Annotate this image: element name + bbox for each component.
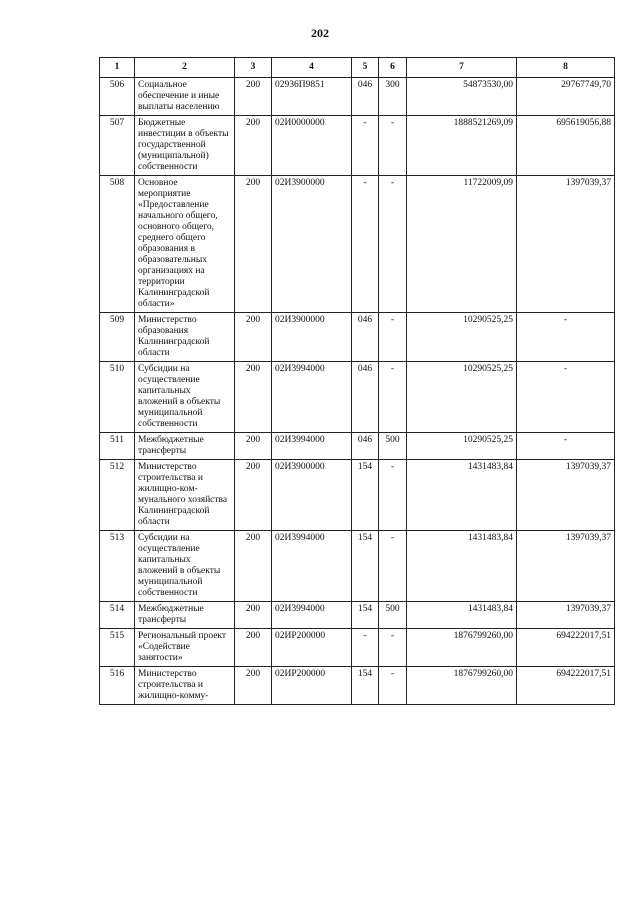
- table-row: [100, 362, 615, 433]
- row-ministry-code: 154: [352, 667, 379, 705]
- row-code: 200: [235, 531, 272, 602]
- row-expense-type: -: [379, 176, 407, 313]
- row-ministry-code: 154: [352, 460, 379, 531]
- row-target-article: 02ИР200000: [272, 667, 352, 705]
- row-amount-2: -: [517, 362, 615, 433]
- row-description: Министерство строительства и жилищно-комму-: [135, 667, 235, 705]
- row-amount-1: 10290525,25: [407, 433, 517, 460]
- table-row: [100, 460, 615, 531]
- row-ministry-code: 154: [352, 602, 379, 629]
- table-row: [100, 116, 615, 176]
- table-row: [100, 667, 615, 705]
- row-amount-2: 695619056,88: [517, 116, 615, 176]
- row-code: 200: [235, 116, 272, 176]
- row-number: 511: [100, 433, 135, 460]
- row-target-article: 02И3994000: [272, 602, 352, 629]
- row-number: 514: [100, 602, 135, 629]
- row-amount-2: 1397039,37: [517, 176, 615, 313]
- row-description: Бюджетные инвестиции в объекты государственной (муниципальной) собственности: [135, 116, 235, 176]
- column-header-2: 2: [135, 58, 235, 78]
- row-code: 200: [235, 667, 272, 705]
- row-amount-1: 1431483,84: [407, 531, 517, 602]
- table-row: [100, 433, 615, 460]
- row-ministry-code: -: [352, 116, 379, 176]
- column-header-8: 8: [517, 58, 615, 78]
- row-amount-1: 1876799260,00: [407, 629, 517, 667]
- row-description: Субсидии на осуществление капитальных вложений в объекты муниципальной собственности: [135, 531, 235, 602]
- row-number: 509: [100, 313, 135, 362]
- row-number: 512: [100, 460, 135, 531]
- row-code: 200: [235, 78, 272, 116]
- row-target-article: 02И3994000: [272, 531, 352, 602]
- table-row: [100, 78, 615, 116]
- budget-table: [99, 57, 615, 705]
- row-target-article: 02И3994000: [272, 362, 352, 433]
- row-code: 200: [235, 629, 272, 667]
- row-description: Межбюджетные трансферты: [135, 433, 235, 460]
- row-expense-type: -: [379, 460, 407, 531]
- row-amount-2: -: [517, 433, 615, 460]
- column-header-5: 5: [352, 58, 379, 78]
- table-row: [100, 602, 615, 629]
- row-amount-2: 1397039,37: [517, 602, 615, 629]
- table-row: [100, 531, 615, 602]
- row-expense-type: -: [379, 629, 407, 667]
- row-code: 200: [235, 362, 272, 433]
- row-amount-2: 694222017,51: [517, 667, 615, 705]
- row-ministry-code: 154: [352, 531, 379, 602]
- row-target-article: 02И3900000: [272, 313, 352, 362]
- row-amount-1: 1431483,84: [407, 460, 517, 531]
- row-target-article: 02И3994000: [272, 433, 352, 460]
- row-number: 510: [100, 362, 135, 433]
- row-number: 506: [100, 78, 135, 116]
- row-amount-1: 1876799260,00: [407, 667, 517, 705]
- table-row: [100, 629, 615, 667]
- row-code: 200: [235, 176, 272, 313]
- row-ministry-code: -: [352, 629, 379, 667]
- column-header-6: 6: [379, 58, 407, 78]
- row-description: Основное мероприятие «Предоставление начального общего, основного общего, среднего общего образования в образовательных организациях на территории Калининградской области»: [135, 176, 235, 313]
- row-code: 200: [235, 602, 272, 629]
- row-target-article: 02ИР200000: [272, 629, 352, 667]
- row-amount-1: 11722009,09: [407, 176, 517, 313]
- row-amount-1: 1431483,84: [407, 602, 517, 629]
- row-ministry-code: 046: [352, 313, 379, 362]
- row-expense-type: -: [379, 362, 407, 433]
- row-description: Субсидии на осуществление капитальных вложений в объекты муниципальной собственности: [135, 362, 235, 433]
- row-description: Министерство образования Калининградской области: [135, 313, 235, 362]
- row-amount-1: 1888521269,09: [407, 116, 517, 176]
- row-target-article: 02936П9851: [272, 78, 352, 116]
- row-amount-1: 54873530,00: [407, 78, 517, 116]
- row-description: Социальное обеспечение и иные выплаты населению: [135, 78, 235, 116]
- row-number: 516: [100, 667, 135, 705]
- row-ministry-code: 046: [352, 433, 379, 460]
- row-code: 200: [235, 313, 272, 362]
- row-number: 507: [100, 116, 135, 176]
- table-row: [100, 313, 615, 362]
- row-expense-type: 300: [379, 78, 407, 116]
- row-amount-1: 10290525,25: [407, 362, 517, 433]
- row-amount-2: -: [517, 313, 615, 362]
- row-amount-2: 1397039,37: [517, 531, 615, 602]
- row-expense-type: 500: [379, 433, 407, 460]
- row-amount-1: 10290525,25: [407, 313, 517, 362]
- row-expense-type: -: [379, 531, 407, 602]
- row-code: 200: [235, 460, 272, 531]
- page-number: 202: [311, 26, 329, 40]
- header-row: [100, 58, 615, 78]
- row-description: Межбюджетные трансферты: [135, 602, 235, 629]
- column-header-3: 3: [235, 58, 272, 78]
- column-header-4: 4: [272, 58, 352, 78]
- row-expense-type: -: [379, 116, 407, 176]
- row-expense-type: -: [379, 313, 407, 362]
- row-ministry-code: 046: [352, 78, 379, 116]
- row-number: 508: [100, 176, 135, 313]
- table-row: [100, 176, 615, 313]
- row-amount-2: 1397039,37: [517, 460, 615, 531]
- row-ministry-code: 046: [352, 362, 379, 433]
- row-target-article: 02И3900000: [272, 460, 352, 531]
- row-number: 515: [100, 629, 135, 667]
- row-target-article: 02И3900000: [272, 176, 352, 313]
- column-header-7: 7: [407, 58, 517, 78]
- row-ministry-code: -: [352, 176, 379, 313]
- row-expense-type: 500: [379, 602, 407, 629]
- row-code: 200: [235, 433, 272, 460]
- row-expense-type: -: [379, 667, 407, 705]
- row-amount-2: 694222017,51: [517, 629, 615, 667]
- row-target-article: 02И0000000: [272, 116, 352, 176]
- column-header-1: 1: [100, 58, 135, 78]
- row-description: Региональный проект «Содействие занятости»: [135, 629, 235, 667]
- row-number: 513: [100, 531, 135, 602]
- row-description: Министерство строительства и жилищно-ком-мунального хозяйства Калининградской области: [135, 460, 235, 531]
- row-amount-2: 29767749,70: [517, 78, 615, 116]
